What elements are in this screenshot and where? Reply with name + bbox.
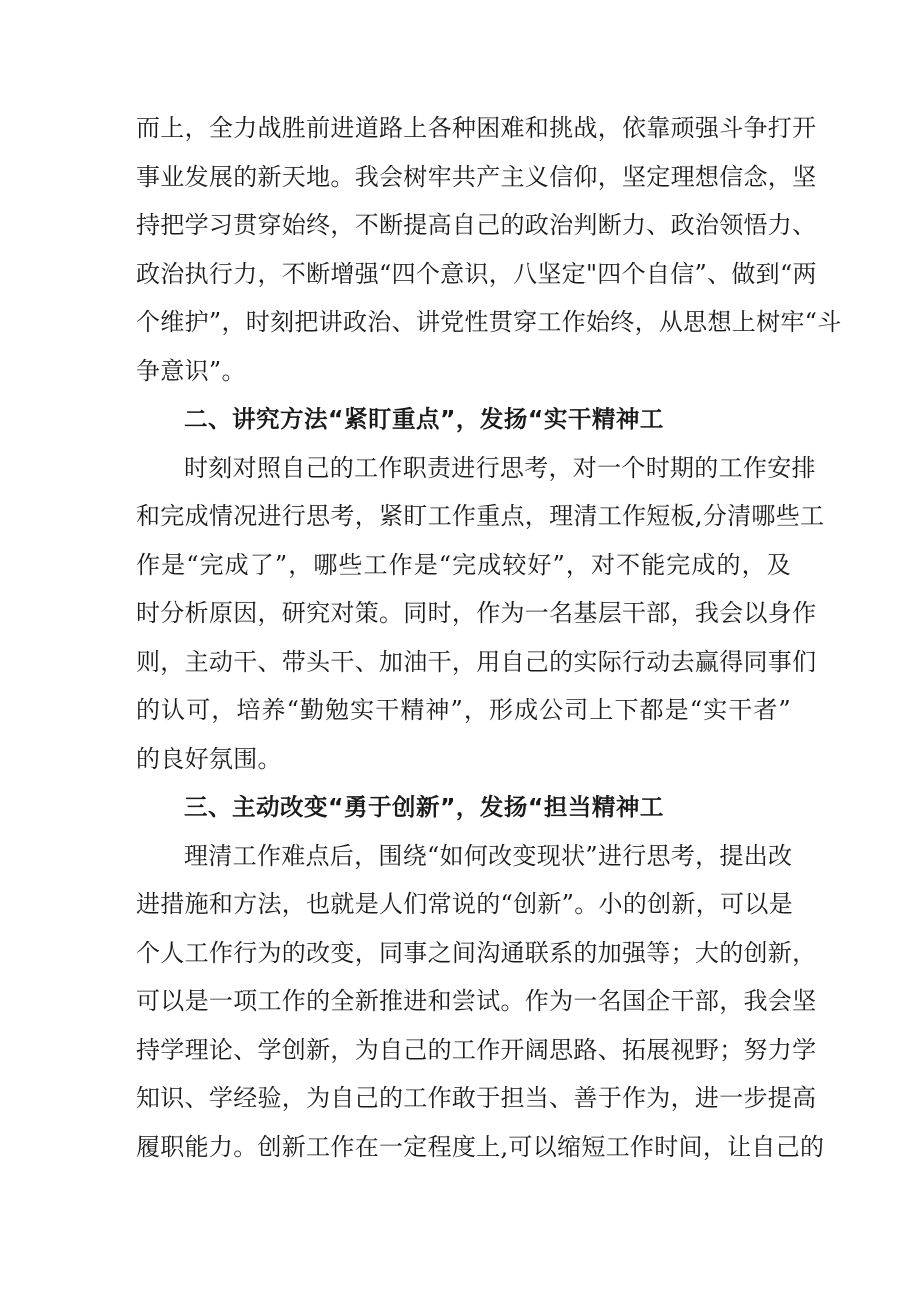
section-2-paragraph [136, 444, 825, 784]
text-line: 可以是一项工作的全新推进和尝试。作为一名国企干部，我会坚 [136, 987, 817, 1015]
text-line: 持把学习贯穿始终，不断提高自己的政治判断力、政治领悟力、 [136, 211, 817, 239]
section-3-heading: 三、主动改变“勇于创新”，发扬“担当精神工 [184, 793, 664, 821]
text-line: 政治执行力，不断增强“四个意识，八坚定"四个自信”、做到“两 [136, 259, 817, 288]
text-line: 事业发展的新天地。我会树牢共产主义信仰，坚定理想信念，坚 [136, 162, 817, 191]
text-line: 则，主动干、带头干、加油干，用自己的实际行动去赢得同事们 [136, 647, 817, 676]
text-line: 个维护”，时刻把讲政治、讲党性贯穿工作始终，从思想上树牢“斗 [136, 308, 842, 336]
text-line: 进措施和方法，也就是人们常说的“创新”。小的创新，可以是 [136, 890, 793, 918]
section-2-heading: 二、讲究方法“紧盯重点”，发扬“实干精神工 [184, 405, 664, 433]
text-line: 知识、学经验，为自己的工作敢于担当、善于作为，进一步提高 [136, 1084, 817, 1112]
text-line: 履职能力。创新工作在一定程度上,可以缩短工作时间，让自己的 [136, 1132, 825, 1161]
text-line: 争意识”。 [136, 356, 246, 385]
text-line: 作是“完成了”，哪些工作是“完成较好”，对不能完成的，及 [136, 550, 791, 579]
text-line: 而上，全力战胜前进道路上各种困难和挑战，依靠顽强斗争打开 [136, 114, 817, 142]
text-line: 个人工作行为的改变，同事之间沟通联系的加强等；大的创新， [136, 938, 817, 967]
document-page [136, 104, 842, 1171]
text-line: 的认可，培养“勤勉实干精神”，形成公司上下都是“实干者” [136, 696, 791, 724]
text-line: 时分析原因，研究对策。同时，作为一名基层干部，我会以身作 [136, 599, 817, 627]
text-line: 和完成情况进行思考，紧盯工作重点，理清工作短板,分清哪些工 [136, 502, 825, 530]
section-3-paragraph [136, 832, 825, 1172]
text-line: 时刻对照自己的工作职责进行思考，对一个时期的工作安排 [184, 453, 816, 482]
intro-paragraph [136, 104, 842, 395]
text-line: 的良好氛围。 [136, 744, 282, 773]
text-line: 持学理论、学创新，为自己的工作开阔思路、拓展视野；努力学 [136, 1035, 817, 1064]
text-line: 理清工作难点后，围绕“如何改变现状”进行思考，提出改 [184, 841, 793, 870]
